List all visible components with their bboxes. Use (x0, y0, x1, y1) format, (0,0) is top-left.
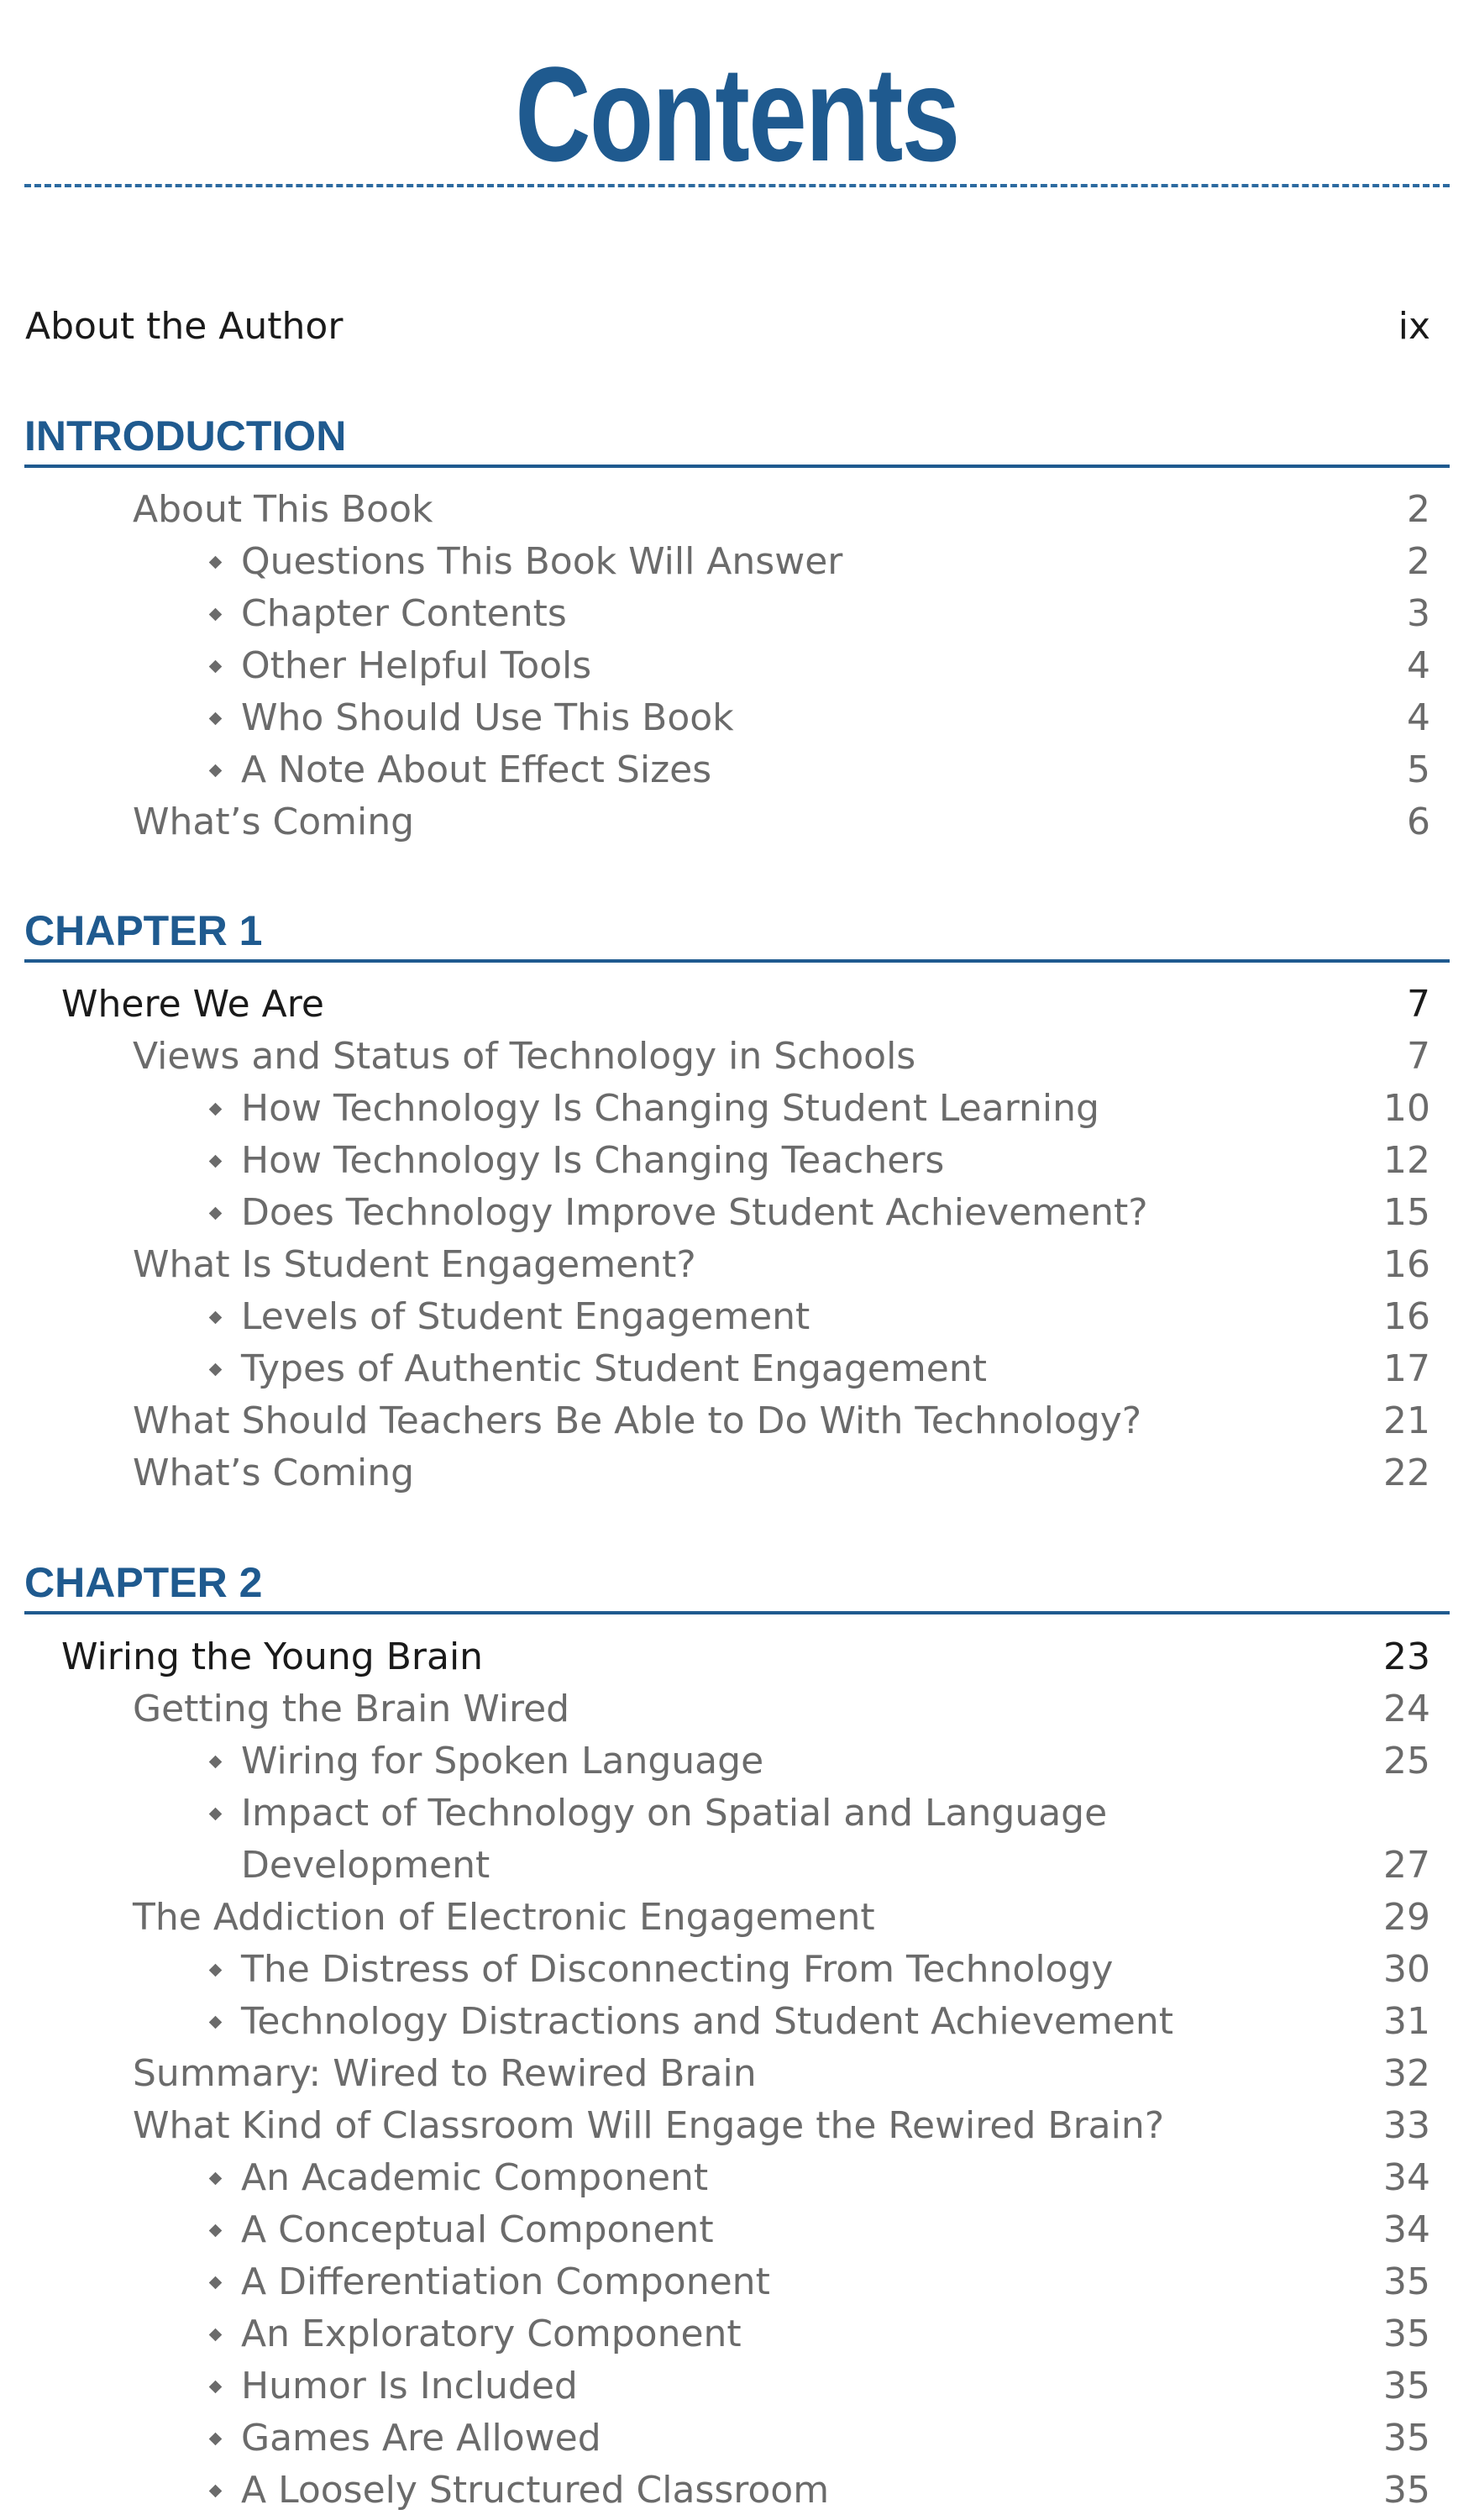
diamond-bullet-icon (209, 2381, 223, 2394)
toc-entry[interactable] (0, 2360, 1474, 2412)
toc-entry[interactable] (0, 692, 1474, 744)
toc-page-number: 34 (1383, 2208, 1430, 2251)
toc-page-number: 22 (1383, 1452, 1430, 1494)
chapter-title-entry[interactable] (0, 1631, 1474, 1683)
toc-entry-label: A Loosely Structured Classroom (241, 2469, 830, 2512)
diamond-bullet-icon (209, 660, 223, 674)
diamond-bullet-icon (209, 608, 223, 622)
chapter-title: Wiring the Young Brain (61, 1635, 484, 1678)
diamond-bullet-icon (209, 2224, 223, 2238)
toc-page-number: ix (1398, 305, 1430, 348)
toc-entry-label: Does Technology Improve Student Achievement? (241, 1191, 1148, 1234)
diamond-bullet-icon (209, 1363, 223, 1377)
toc-entry-label: Other Helpful Tools (241, 644, 592, 687)
toc-entry[interactable] (0, 1788, 1474, 1840)
toc-entry[interactable] (0, 796, 1474, 848)
toc-entry[interactable] (0, 2048, 1474, 2100)
toc-page-number: 29 (1383, 1896, 1430, 1939)
toc-entry[interactable] (0, 1083, 1474, 1135)
toc-entry-label: What Should Teachers Be Able to Do With Technology? (133, 1399, 1142, 1442)
section-heading-text: INTRODUCTION (24, 412, 347, 459)
toc-entry-continuation[interactable] (0, 1840, 1474, 1892)
diamond-bullet-icon (209, 712, 223, 726)
toc-page-number: 33 (1383, 2104, 1430, 2147)
toc-page-number: 3 (1407, 592, 1430, 635)
toc-page-number: 10 (1383, 1087, 1430, 1130)
toc-page-number: 15 (1383, 1191, 1430, 1234)
diamond-bullet-icon (209, 1103, 223, 1116)
toc-page-number: 32 (1383, 2052, 1430, 2095)
toc-entry-label: A Conceptual Component (241, 2208, 714, 2251)
toc-entry[interactable] (0, 1735, 1474, 1788)
toc-entry[interactable] (0, 484, 1474, 536)
diamond-bullet-icon (209, 1756, 223, 1769)
toc-entry-label: About the Author (25, 305, 344, 348)
toc-page-number: 16 (1383, 1243, 1430, 1286)
toc-entry[interactable] (0, 744, 1474, 796)
toc-entry-label: Development (241, 1844, 490, 1887)
diamond-bullet-icon (209, 2276, 223, 2290)
toc-entry[interactable] (0, 2100, 1474, 2152)
toc-entry-label: Views and Status of Technology in Schools (133, 1035, 916, 1078)
diamond-bullet-icon (209, 2016, 223, 2029)
toc-entry[interactable] (0, 2152, 1474, 2204)
toc-page-number: 4 (1407, 696, 1430, 739)
toc-entry-label: Getting the Brain Wired (133, 1688, 570, 1730)
toc-entry[interactable] (0, 1135, 1474, 1187)
toc-entry-label: Types of Authentic Student Engagement (241, 1347, 987, 1390)
diamond-bullet-icon (209, 2485, 223, 2498)
toc-entry[interactable] (0, 536, 1474, 588)
diamond-bullet-icon (209, 1155, 223, 1168)
toc-entry[interactable] (0, 2412, 1474, 2465)
toc-page-number: 23 (1383, 1635, 1430, 1678)
toc-page-number: 35 (1383, 2417, 1430, 2460)
chapter-title-entry[interactable] (0, 979, 1474, 1031)
diamond-bullet-icon (209, 2172, 223, 2186)
toc-entry[interactable] (0, 1683, 1474, 1735)
chapter-title: Where We Are (61, 983, 324, 1026)
section-heading-chapter-2 (24, 1557, 1450, 1614)
toc-entry-label: Chapter Contents (241, 592, 567, 635)
toc-page-number: 35 (1383, 2313, 1430, 2355)
diamond-bullet-icon (209, 764, 223, 778)
toc-entry[interactable] (0, 1239, 1474, 1291)
toc-entry-label: Games Are Allowed (241, 2417, 601, 2460)
toc-entry-label: Technology Distractions and Student Achievement (241, 2000, 1174, 2043)
toc-entry[interactable] (0, 1291, 1474, 1343)
toc-entry[interactable] (0, 1892, 1474, 1944)
toc-entry-label: An Exploratory Component (241, 2313, 742, 2355)
toc-page-number: 35 (1383, 2260, 1430, 2303)
diamond-bullet-icon (209, 1964, 223, 1977)
toc-page-number: 31 (1383, 2000, 1430, 2043)
toc-page-number: 27 (1383, 1844, 1430, 1887)
toc-entry-label: A Differentiation Component (241, 2260, 770, 2303)
toc-page-number: 35 (1383, 2365, 1430, 2407)
toc-entry[interactable] (0, 2256, 1474, 2308)
toc-entry-label: How Technology Is Changing Student Learning (241, 1087, 1099, 1130)
toc-entry-label: About This Book (133, 488, 433, 531)
toc-entry[interactable] (0, 2204, 1474, 2256)
toc-page-number: 5 (1407, 748, 1430, 791)
section-heading-chapter-1 (24, 906, 1450, 963)
toc-entry-label: Questions This Book Will Answer (241, 540, 843, 583)
toc-entry-label: Humor Is Included (241, 2365, 578, 2407)
diamond-bullet-icon (209, 2433, 223, 2446)
title-divider (24, 184, 1450, 187)
toc-entry-label: An Academic Component (241, 2156, 709, 2199)
diamond-bullet-icon (209, 1207, 223, 1221)
toc-entry[interactable] (0, 2308, 1474, 2360)
diamond-bullet-icon (209, 1311, 223, 1325)
toc-entry[interactable] (0, 1944, 1474, 1996)
toc-page-number: 7 (1407, 983, 1430, 1026)
toc-entry[interactable] (0, 1031, 1474, 1083)
toc-entry-label: Impact of Technology on Spatial and Language (241, 1792, 1108, 1835)
toc-page-number: 6 (1407, 801, 1430, 843)
toc-entry-label: Summary: Wired to Rewired Brain (133, 2052, 757, 2095)
toc-page-number: 2 (1407, 488, 1430, 531)
toc-entry-label: Wiring for Spoken Language (241, 1740, 764, 1782)
toc-entry[interactable] (0, 1447, 1474, 1499)
toc-page-number: 7 (1407, 1035, 1430, 1078)
section-heading-text: CHAPTER 2 (24, 1559, 263, 1606)
diamond-bullet-icon (209, 2328, 223, 2342)
toc-entry[interactable] (0, 1996, 1474, 2048)
toc-page-number: 30 (1383, 1948, 1430, 1991)
toc-page-number: 17 (1383, 1347, 1430, 1390)
toc-page-number: 4 (1407, 644, 1430, 687)
toc-entry-label: What Kind of Classroom Will Engage the Rewired Brain? (133, 2104, 1165, 2147)
toc-entry-label: The Distress of Disconnecting From Technology (241, 1948, 1114, 1991)
toc-page-number: 12 (1383, 1139, 1430, 1182)
toc-entry[interactable] (0, 640, 1474, 692)
toc-entry-label: What’s Coming (133, 801, 415, 843)
toc-entry[interactable] (0, 588, 1474, 640)
toc-page-number: 34 (1383, 2156, 1430, 2199)
diamond-bullet-icon (209, 556, 223, 570)
diamond-bullet-icon (209, 1808, 223, 1821)
section-heading-text: CHAPTER 1 (24, 907, 263, 954)
toc-entry[interactable] (0, 1343, 1474, 1395)
toc-page-number: 25 (1383, 1740, 1430, 1782)
toc-page-number: 2 (1407, 540, 1430, 583)
toc-entry-label: How Technology Is Changing Teachers (241, 1139, 945, 1182)
toc-entry[interactable] (0, 1187, 1474, 1239)
toc-entry[interactable] (0, 1395, 1474, 1447)
toc-entry[interactable] (0, 2465, 1474, 2517)
toc-entry-label: Who Should Use This Book (241, 696, 734, 739)
toc-entry-label: A Note About Effect Sizes (241, 748, 712, 791)
toc-page-number: 35 (1383, 2469, 1430, 2512)
toc-entry-about-author[interactable] (0, 301, 1474, 353)
toc-page-number: 24 (1383, 1688, 1430, 1730)
toc-page-number: 16 (1383, 1295, 1430, 1338)
page-title: Contents (515, 39, 959, 189)
toc-page-number: 21 (1383, 1399, 1430, 1442)
toc-entry-label: Levels of Student Engagement (241, 1295, 810, 1338)
toc-entry-label: The Addiction of Electronic Engagement (133, 1896, 875, 1939)
section-heading-introduction (24, 411, 1450, 468)
toc-entry-label: What’s Coming (133, 1452, 415, 1494)
toc-entry-label: What Is Student Engagement? (133, 1243, 696, 1286)
